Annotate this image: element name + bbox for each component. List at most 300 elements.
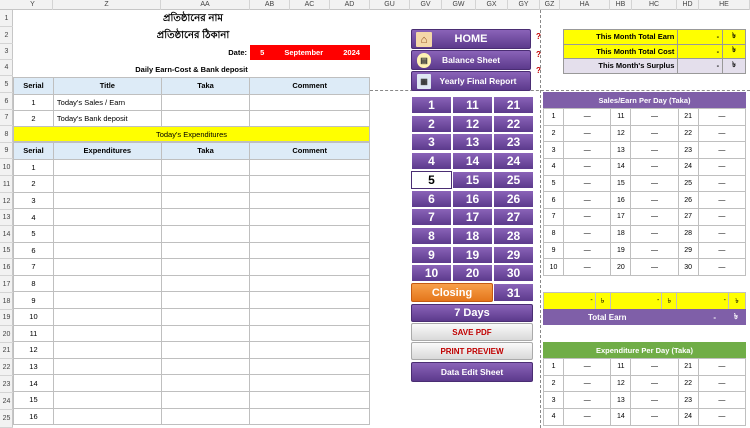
- row-header[interactable]: 9: [0, 143, 13, 159]
- save-pdf-button[interactable]: SAVE PDF: [411, 323, 533, 341]
- table-row: [544, 409, 746, 426]
- comment-cell[interactable]: [250, 391, 370, 408]
- total-earn-label: Total Earn: [588, 312, 627, 322]
- day-amount-cell[interactable]: —: [698, 242, 745, 259]
- day-button-5[interactable]: 5: [411, 171, 452, 189]
- serial-cell[interactable]: 4: [14, 209, 54, 226]
- table-row: [14, 342, 370, 359]
- serial-cell[interactable]: 12: [14, 342, 54, 359]
- taka-cell[interactable]: [161, 159, 250, 176]
- day-number-cell: 21: [678, 109, 698, 126]
- table-row: [544, 225, 746, 242]
- sales-subtotal-row: [543, 292, 746, 310]
- day-button-29[interactable]: 29: [493, 246, 534, 264]
- header-taka: Taka: [161, 143, 250, 160]
- comment-cell[interactable]: [250, 342, 370, 359]
- day-amount-cell[interactable]: —: [564, 192, 611, 209]
- closing-button[interactable]: Closing: [411, 283, 493, 302]
- serial-cell[interactable]: 15: [14, 391, 54, 408]
- day-number-cell: 21: [678, 359, 698, 376]
- serial-cell[interactable]: 9: [14, 292, 54, 309]
- day-amount-cell[interactable]: —: [564, 392, 611, 409]
- day-amount-cell[interactable]: —: [631, 159, 678, 176]
- help-marker[interactable]: ?: [536, 66, 541, 75]
- day-button-28[interactable]: 28: [493, 227, 534, 245]
- taka-cell[interactable]: [161, 259, 250, 276]
- row-header[interactable]: 25: [0, 410, 13, 428]
- day-amount-cell[interactable]: —: [698, 125, 745, 142]
- day-number-cell: 15: [611, 175, 631, 192]
- row-header[interactable]: 24: [0, 393, 13, 410]
- day-amount-cell[interactable]: —: [564, 259, 611, 276]
- table-row: [544, 109, 746, 126]
- taka-cell[interactable]: [161, 225, 250, 242]
- column-header-bar: [0, 0, 750, 10]
- day-button-26[interactable]: 26: [493, 190, 534, 208]
- day-number-cell: 24: [678, 159, 698, 176]
- day-amount-cell[interactable]: —: [631, 209, 678, 226]
- table-row: [14, 308, 370, 325]
- comment-cell[interactable]: [250, 275, 370, 292]
- header-taka: Taka: [161, 78, 250, 95]
- col-header[interactable]: AB: [250, 0, 290, 10]
- daily-table: [13, 77, 370, 128]
- day-number-cell: 30: [678, 259, 698, 276]
- serial-cell[interactable]: 14: [14, 375, 54, 392]
- day-amount-cell[interactable]: —: [698, 192, 745, 209]
- row-header[interactable]: 7: [0, 110, 13, 126]
- sales-table-title: Sales/Earn Per Day (Taka): [543, 92, 746, 108]
- taka-cell[interactable]: [161, 325, 250, 342]
- taka-cell[interactable]: [161, 176, 250, 193]
- row-header[interactable]: 18: [0, 293, 13, 310]
- comment-cell[interactable]: [250, 308, 370, 325]
- taka-cell[interactable]: [161, 275, 250, 292]
- expenditure-cell[interactable]: [53, 259, 161, 276]
- expenditure-cell[interactable]: [53, 358, 161, 375]
- title-cell[interactable]: Today's Sales / Earn: [53, 94, 161, 111]
- subtotal-unit: ৳: [729, 293, 746, 310]
- day-number-cell: 12: [611, 125, 631, 142]
- col-header[interactable]: Y: [13, 0, 53, 10]
- title-cell[interactable]: Today's Bank deposit: [53, 111, 161, 128]
- row-header[interactable]: 14: [0, 226, 13, 243]
- day-amount-cell[interactable]: —: [631, 125, 678, 142]
- day-number-cell: 1: [544, 109, 564, 126]
- day-amount-cell[interactable]: —: [631, 175, 678, 192]
- expenditure-cell[interactable]: [53, 375, 161, 392]
- day-number-cell: 8: [544, 225, 564, 242]
- col-header[interactable]: HB: [610, 0, 632, 10]
- day-number-cell: 12: [611, 375, 631, 392]
- day-button-1[interactable]: 1: [411, 96, 452, 114]
- col-header[interactable]: GZ: [540, 0, 560, 10]
- table-row: [544, 142, 746, 159]
- expenditure-cell[interactable]: [53, 209, 161, 226]
- day-amount-cell[interactable]: —: [631, 109, 678, 126]
- summary-label: This Month Total Earn: [564, 30, 678, 45]
- table-row: [14, 209, 370, 226]
- serial-cell[interactable]: 16: [14, 408, 54, 425]
- serial-cell[interactable]: 10: [14, 308, 54, 325]
- row-header[interactable]: 3: [0, 44, 13, 60]
- day-button-30[interactable]: 30: [493, 264, 534, 282]
- table-row: [14, 391, 370, 408]
- table-row: [544, 159, 746, 176]
- row-header[interactable]: 23: [0, 376, 13, 393]
- expenditure-cell[interactable]: [53, 292, 161, 309]
- summary-label: This Month's Surplus: [564, 59, 678, 74]
- day-button-17[interactable]: 17: [452, 208, 493, 226]
- print-preview-button[interactable]: PRINT PREVIEW: [411, 342, 533, 360]
- day-button-21[interactable]: 21: [493, 96, 534, 114]
- col-header[interactable]: Z: [53, 0, 161, 10]
- col-header[interactable]: AC: [290, 0, 330, 10]
- day-button-19[interactable]: 19: [452, 246, 493, 264]
- table-row: [14, 94, 370, 111]
- report-icon: ▦: [417, 74, 431, 89]
- header-serial: Serial: [14, 143, 54, 160]
- summary-value[interactable]: -: [678, 30, 723, 45]
- day-number-cell: 2: [544, 125, 564, 142]
- col-header[interactable]: AA: [161, 0, 250, 10]
- comment-cell[interactable]: [250, 111, 370, 128]
- serial-cell[interactable]: 3: [14, 192, 54, 209]
- day-button-20[interactable]: 20: [452, 264, 493, 282]
- serial-cell[interactable]: 13: [14, 358, 54, 375]
- table-row: [544, 259, 746, 276]
- col-header[interactable]: GU: [370, 0, 410, 10]
- col-header[interactable]: GX: [476, 0, 508, 10]
- expenditure-cell[interactable]: [53, 176, 161, 193]
- summary-box: [563, 29, 746, 74]
- org-name[interactable]: প্রতিষ্ঠানের নাম: [163, 12, 223, 24]
- help-marker[interactable]: ?: [536, 32, 541, 41]
- summary-unit: ৳: [723, 44, 746, 59]
- total-earn-unit: ৳: [734, 311, 738, 321]
- org-address[interactable]: প্রতিষ্ঠানের ঠিকানা: [156, 29, 230, 41]
- day-number-cell: 14: [611, 159, 631, 176]
- day-amount-cell[interactable]: —: [698, 225, 745, 242]
- day-button-27[interactable]: 27: [493, 208, 534, 226]
- day-number-cell: 4: [544, 409, 564, 426]
- day-amount-cell[interactable]: —: [631, 392, 678, 409]
- day-amount-cell[interactable]: —: [564, 242, 611, 259]
- day-amount-cell[interactable]: —: [564, 109, 611, 126]
- row-header[interactable]: 4: [0, 60, 13, 76]
- day-amount-cell[interactable]: —: [698, 175, 745, 192]
- row-header[interactable]: 20: [0, 326, 13, 343]
- row-header[interactable]: 21: [0, 343, 13, 359]
- row-header[interactable]: 5: [0, 76, 13, 93]
- day-number-cell: 25: [678, 175, 698, 192]
- row-header[interactable]: 12: [0, 193, 13, 210]
- day-amount-cell[interactable]: —: [564, 209, 611, 226]
- day-number-cell: 26: [678, 192, 698, 209]
- table-row: [544, 359, 746, 376]
- table-row: [14, 159, 370, 176]
- serial-cell[interactable]: 11: [14, 325, 54, 342]
- day-number-cell: 16: [611, 192, 631, 209]
- header-comment: Comment: [250, 143, 370, 160]
- expenditure-cell[interactable]: [53, 275, 161, 292]
- taka-cell[interactable]: [161, 242, 250, 259]
- row-header[interactable]: 10: [0, 159, 13, 176]
- expenditure-cell[interactable]: [53, 159, 161, 176]
- seven-days-button[interactable]: 7 Days: [411, 304, 533, 322]
- comment-cell[interactable]: [250, 408, 370, 425]
- expenditure-cell[interactable]: [53, 391, 161, 408]
- day-amount-cell[interactable]: —: [698, 375, 745, 392]
- expenditure-cell[interactable]: [53, 308, 161, 325]
- day-number-cell: 17: [611, 209, 631, 226]
- day-amount-cell[interactable]: —: [698, 392, 745, 409]
- day-number-cell: 23: [678, 142, 698, 159]
- day-number-cell: 5: [544, 175, 564, 192]
- day-amount-cell[interactable]: —: [564, 175, 611, 192]
- col-header[interactable]: HE: [699, 0, 750, 10]
- comment-cell[interactable]: [250, 176, 370, 193]
- expenditure-cell[interactable]: [53, 225, 161, 242]
- table-row: [14, 325, 370, 342]
- yearly-report-button[interactable]: ▦ Yearly Final Report: [411, 71, 531, 91]
- table-row: [14, 259, 370, 276]
- day-button-18[interactable]: 18: [452, 227, 493, 245]
- comment-cell[interactable]: [250, 225, 370, 242]
- day-number-cell: 3: [544, 392, 564, 409]
- day-button-6[interactable]: 6: [411, 190, 452, 208]
- expenditure-cell[interactable]: [53, 192, 161, 209]
- day-number-cell: 14: [611, 409, 631, 426]
- day-button-15[interactable]: 15: [452, 171, 493, 189]
- subtotal-value: -: [544, 293, 596, 310]
- day-amount-cell[interactable]: —: [564, 225, 611, 242]
- sales-per-day-table: [543, 108, 746, 276]
- row-header[interactable]: 6: [0, 93, 13, 110]
- header-expenditures: Expenditures: [53, 143, 161, 160]
- day-amount-cell[interactable]: —: [631, 142, 678, 159]
- help-marker[interactable]: ?: [536, 50, 541, 59]
- table-row: [14, 176, 370, 193]
- day-amount-cell[interactable]: —: [564, 375, 611, 392]
- taka-cell[interactable]: [161, 209, 250, 226]
- day-button-31[interactable]: 31: [493, 283, 534, 302]
- date-field[interactable]: [250, 45, 370, 60]
- summary-value[interactable]: -: [678, 59, 723, 74]
- day-button-23[interactable]: 23: [493, 133, 534, 151]
- day-number-cell: 24: [678, 409, 698, 426]
- day-amount-cell[interactable]: —: [564, 409, 611, 426]
- day-amount-cell[interactable]: —: [698, 109, 745, 126]
- day-amount-cell[interactable]: —: [631, 192, 678, 209]
- day-amount-cell[interactable]: —: [698, 209, 745, 226]
- balance-sheet-button[interactable]: ▤ Balance Sheet: [411, 50, 531, 70]
- row-header[interactable]: 16: [0, 259, 13, 276]
- day-number-cell: 20: [611, 259, 631, 276]
- day-button-11[interactable]: 11: [452, 96, 493, 114]
- col-header[interactable]: AD: [330, 0, 370, 10]
- taka-cell[interactable]: [161, 94, 250, 111]
- home-icon: ⌂: [416, 32, 432, 47]
- row-header[interactable]: 17: [0, 276, 13, 293]
- day-number-cell: 19: [611, 242, 631, 259]
- day-amount-cell[interactable]: —: [631, 225, 678, 242]
- comment-cell[interactable]: [250, 192, 370, 209]
- total-earn-bar: [543, 309, 746, 325]
- section1-title: Daily Earn-Cost & Bank deposit: [135, 64, 248, 74]
- date-label: Date:: [228, 48, 247, 57]
- taka-cell[interactable]: [161, 391, 250, 408]
- col-header[interactable]: HC: [632, 0, 677, 10]
- comment-cell[interactable]: [250, 209, 370, 226]
- day-number-cell: 18: [611, 225, 631, 242]
- summary-value[interactable]: -: [678, 44, 723, 59]
- day-button-12[interactable]: 12: [452, 115, 493, 133]
- row-header[interactable]: 2: [0, 27, 13, 44]
- day-button-4[interactable]: 4: [411, 152, 452, 170]
- taka-cell[interactable]: [161, 358, 250, 375]
- day-button-16[interactable]: 16: [452, 190, 493, 208]
- table-row: [544, 209, 746, 226]
- row-header[interactable]: 11: [0, 176, 13, 193]
- data-edit-button[interactable]: Data Edit Sheet: [411, 362, 533, 382]
- day-amount-cell[interactable]: —: [698, 142, 745, 159]
- comment-cell[interactable]: [250, 159, 370, 176]
- day-number-cell: 2: [544, 375, 564, 392]
- day-button-24[interactable]: 24: [493, 152, 534, 170]
- table-row: [14, 275, 370, 292]
- col-header[interactable]: GV: [410, 0, 442, 10]
- day-amount-cell[interactable]: —: [631, 359, 678, 376]
- expenditure-cell[interactable]: [53, 342, 161, 359]
- day-number-cell: 6: [544, 192, 564, 209]
- table-row: [14, 358, 370, 375]
- date-day: 5: [260, 48, 265, 57]
- day-number-cell: 29: [678, 242, 698, 259]
- col-header[interactable]: GY: [508, 0, 540, 10]
- day-button-25[interactable]: 25: [493, 171, 534, 189]
- day-amount-cell[interactable]: —: [698, 359, 745, 376]
- table-row: [14, 111, 370, 128]
- summary-row: [564, 44, 746, 59]
- day-button-9[interactable]: 9: [411, 246, 452, 264]
- comment-cell[interactable]: [250, 94, 370, 111]
- exp-table-title: Expenditure Per Day (Taka): [543, 342, 746, 358]
- day-amount-cell[interactable]: —: [698, 259, 745, 276]
- serial-cell[interactable]: 1: [14, 159, 54, 176]
- table-row: [544, 192, 746, 209]
- day-amount-cell[interactable]: —: [564, 159, 611, 176]
- table-row: [544, 392, 746, 409]
- summary-row: [564, 30, 746, 45]
- section2-title: Today's Expenditures: [13, 126, 370, 142]
- day-button-3[interactable]: 3: [411, 133, 452, 151]
- day-number-cell: 9: [544, 242, 564, 259]
- taka-cell[interactable]: [161, 192, 250, 209]
- table-row: [544, 242, 746, 259]
- summary-unit: ৳: [723, 59, 746, 74]
- day-number-cell: 13: [611, 392, 631, 409]
- date-month: September: [284, 48, 324, 57]
- day-button-10[interactable]: 10: [411, 264, 452, 282]
- expenditure-cell[interactable]: [53, 325, 161, 342]
- day-number-cell: 23: [678, 392, 698, 409]
- col-header[interactable]: GW: [442, 0, 476, 10]
- day-button-13[interactable]: 13: [452, 133, 493, 151]
- row-header[interactable]: 15: [0, 243, 13, 259]
- taka-cell[interactable]: [161, 375, 250, 392]
- day-button-14[interactable]: 14: [452, 152, 493, 170]
- day-amount-cell[interactable]: —: [631, 375, 678, 392]
- day-amount-cell[interactable]: —: [564, 125, 611, 142]
- day-amount-cell[interactable]: —: [564, 359, 611, 376]
- row-header[interactable]: 1: [0, 10, 13, 27]
- table-row: [14, 408, 370, 425]
- table-row: [14, 225, 370, 242]
- expenditure-cell[interactable]: [53, 242, 161, 259]
- comment-cell[interactable]: [250, 325, 370, 342]
- comment-cell[interactable]: [250, 242, 370, 259]
- day-number-cell: 10: [544, 259, 564, 276]
- expenditure-cell[interactable]: [53, 408, 161, 425]
- summary-unit: ৳: [723, 30, 746, 45]
- serial-cell[interactable]: 6: [14, 242, 54, 259]
- row-header[interactable]: 22: [0, 359, 13, 376]
- taka-cell[interactable]: [161, 342, 250, 359]
- row-header[interactable]: 13: [0, 210, 13, 226]
- day-amount-cell[interactable]: —: [698, 409, 745, 426]
- serial-cell[interactable]: 8: [14, 275, 54, 292]
- table-row: [544, 175, 746, 192]
- taka-cell[interactable]: [161, 292, 250, 309]
- day-amount-cell[interactable]: —: [631, 409, 678, 426]
- day-amount-cell[interactable]: —: [631, 259, 678, 276]
- day-button-22[interactable]: 22: [493, 115, 534, 133]
- day-button-2[interactable]: 2: [411, 115, 452, 133]
- day-amount-cell[interactable]: —: [564, 142, 611, 159]
- col-header[interactable]: HA: [560, 0, 610, 10]
- day-amount-cell[interactable]: —: [631, 242, 678, 259]
- expenditure-per-day-table: [543, 358, 746, 426]
- serial-cell[interactable]: 2: [14, 176, 54, 193]
- comment-cell[interactable]: [250, 259, 370, 276]
- serial-cell[interactable]: 1: [14, 94, 54, 111]
- serial-cell[interactable]: 5: [14, 225, 54, 242]
- day-number-cell: 22: [678, 125, 698, 142]
- day-amount-cell[interactable]: —: [698, 159, 745, 176]
- comment-cell[interactable]: [250, 292, 370, 309]
- serial-cell[interactable]: 2: [14, 111, 54, 128]
- home-button[interactable]: ⌂ HOME: [411, 29, 531, 49]
- day-button-8[interactable]: 8: [411, 227, 452, 245]
- row-header[interactable]: 19: [0, 310, 13, 326]
- header-comment: Comment: [250, 78, 370, 95]
- taka-cell[interactable]: [161, 308, 250, 325]
- row-header-bar: [0, 10, 13, 428]
- summary-row: [564, 59, 746, 74]
- col-header[interactable]: HD: [677, 0, 699, 10]
- day-number-cell: 28: [678, 225, 698, 242]
- day-button-7[interactable]: 7: [411, 208, 452, 226]
- row-header[interactable]: 8: [0, 126, 13, 143]
- subtotal-unit: ৳: [662, 293, 677, 310]
- serial-cell[interactable]: 7: [14, 259, 54, 276]
- comment-cell[interactable]: [250, 375, 370, 392]
- taka-cell[interactable]: [161, 111, 250, 128]
- day-number-cell: 4: [544, 159, 564, 176]
- comment-cell[interactable]: [250, 358, 370, 375]
- taka-cell[interactable]: [161, 408, 250, 425]
